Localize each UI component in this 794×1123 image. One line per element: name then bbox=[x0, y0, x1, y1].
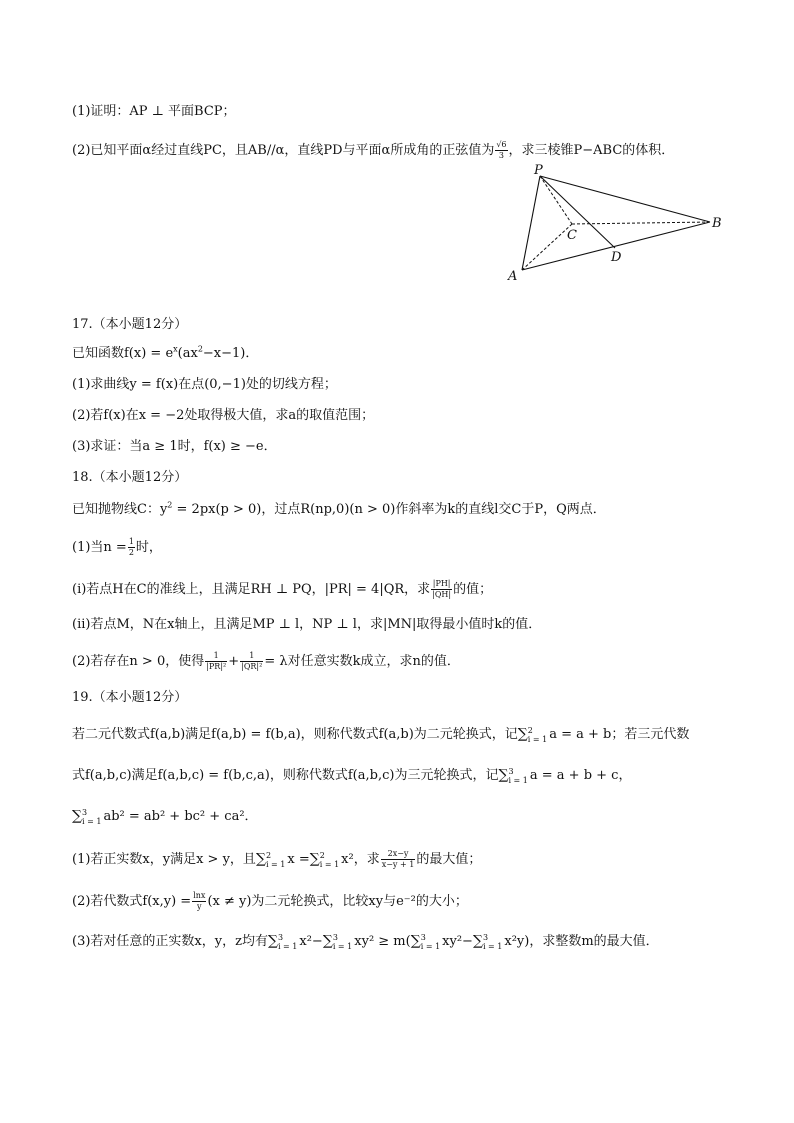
q17-sub2: (2)若f(x)在x = −2处取得极大值，求a的取值范围； bbox=[72, 408, 375, 423]
q19-s1-a: (1)若正实数x，y满足x > y，且 bbox=[72, 852, 256, 867]
q18-stem bbox=[72, 501, 606, 519]
sum-limits bbox=[320, 851, 339, 869]
sum-limits bbox=[528, 726, 547, 744]
sum-limits bbox=[421, 933, 440, 951]
q19-lnx-fraction bbox=[192, 891, 206, 912]
q16-sine-fraction bbox=[495, 140, 507, 161]
edge-CB bbox=[572, 222, 710, 224]
frac-numerator: |PH| bbox=[432, 579, 451, 588]
sum-lower: i = 1 bbox=[277, 941, 298, 951]
label-C: C bbox=[567, 228, 577, 243]
q19-s3-a: (3)若对任意的正实数x，y，z均有 bbox=[72, 934, 268, 949]
frac-denominator: 2 bbox=[128, 548, 134, 557]
frac-denominator: |QH| bbox=[432, 590, 452, 599]
q19-s3-t2: xy² ≥ m( bbox=[354, 934, 411, 949]
q19-l2-b: a = a + b + c， bbox=[529, 768, 632, 783]
sum-limits bbox=[82, 808, 101, 826]
q17-stem-exp: x bbox=[173, 344, 178, 354]
q19-s1-b: x²，求 bbox=[341, 852, 380, 867]
q18-sub1-a: (1)当n = bbox=[72, 540, 127, 555]
q18-sub1-i bbox=[72, 579, 492, 600]
q18-ph-qh-fraction bbox=[431, 579, 452, 600]
q19-s3-t1: x²− bbox=[299, 934, 323, 949]
q16-part2-text-a: (2)已知平面α经过直线PC，且AB//α，直线PD与平面α所成角的正弦值为 bbox=[72, 143, 495, 158]
sum-lower: i = 1 bbox=[482, 941, 503, 951]
q18-sub2-b: = λ对任意实数k成立，求n的值． bbox=[264, 654, 460, 669]
q19-l2-a: 式f(a,b,c)满足f(a,b,c) = f(b,c,a)，则称代数式f(a,b,c)为三元轮换式，记 bbox=[72, 768, 499, 783]
q17-stem-b: (ax bbox=[177, 346, 198, 361]
q17-stem-exp2: 2 bbox=[197, 344, 203, 354]
frac-denominator: y bbox=[197, 902, 202, 911]
q18-stem-exp: 2 bbox=[167, 500, 173, 510]
sum-upper: 3 bbox=[482, 932, 489, 942]
q19-l1-a: 若二元代数式f(a,b)满足f(a,b) = f(b,a)，则称代数式f(a,b)为二元轮换式，记 bbox=[72, 727, 518, 742]
sum-symbol: ∑ bbox=[72, 808, 82, 824]
sum-symbol: ∑ bbox=[322, 933, 333, 949]
q18-i-b: 的值； bbox=[453, 582, 493, 597]
q16-part1: (1)证明：AP ⊥ 平面BCP； bbox=[72, 104, 236, 119]
sum-lower: i = 1 bbox=[527, 734, 548, 744]
q18-sub1-ii: (ii)若点M，N在x轴上，且满足MP ⊥ l，NP ⊥ l，求|MN|取得最小值时k的值． bbox=[72, 617, 542, 632]
frac-numerator: 2x−y bbox=[381, 849, 416, 860]
frac-denominator: |PR|² bbox=[206, 662, 227, 671]
sum-limits bbox=[508, 767, 527, 785]
q18-sub1 bbox=[72, 537, 162, 558]
frac-denominator: 3 bbox=[498, 151, 504, 160]
q19-s2-b: (x ≠ y)为二元轮换式，比较xy与e⁻²的大小； bbox=[207, 894, 468, 909]
q19-l3-b: ab² = ab² + bc² + ca²． bbox=[103, 809, 258, 824]
sum-symbol: ∑ bbox=[498, 767, 509, 783]
frac-denominator: x−y + 1 bbox=[381, 860, 415, 869]
q19-s3-t3: xy²− bbox=[442, 934, 473, 949]
q18-stem-a: 已知抛物线C：y bbox=[72, 502, 168, 517]
sum-limits bbox=[483, 933, 502, 951]
q19-s2-a: (2)若代数式f(x,y) = bbox=[72, 894, 192, 909]
edge-PD bbox=[540, 176, 615, 248]
q17-stem-a: 已知函数f(x) = e bbox=[72, 346, 174, 361]
sum-upper: 3 bbox=[420, 932, 426, 942]
label-B: B bbox=[712, 216, 722, 231]
q18-sub2 bbox=[72, 651, 460, 672]
q18-sub1-b: 时， bbox=[135, 540, 162, 555]
q17-sub3: (3)求证：当a ≥ 1时，f(x) ≥ −e． bbox=[72, 439, 277, 454]
frac-numerator: √6 bbox=[496, 140, 507, 149]
label-P: P bbox=[534, 163, 543, 178]
sum-lower: i = 1 bbox=[508, 775, 528, 785]
sum-upper: 2 bbox=[265, 850, 272, 860]
q16-part2-text-b: ，求三棱锥P−ABC的体积． bbox=[508, 143, 675, 158]
sum-lower: i = 1 bbox=[420, 941, 441, 951]
frac-numerator: 1 bbox=[128, 537, 134, 546]
q18-stem-b: = 2px(p > 0)，过点R(np,0)(n > 0)作斜率为k的直线l交C于P，Q两点． bbox=[172, 502, 606, 517]
sum-lower: i = 1 bbox=[265, 859, 286, 869]
label-A: A bbox=[508, 269, 518, 284]
q19-sub3 bbox=[72, 932, 659, 951]
plus-sign: + bbox=[228, 654, 240, 669]
sum-upper: 3 bbox=[508, 766, 514, 776]
q17-stem-c: −x−1)． bbox=[202, 346, 259, 361]
q19-ratio-fraction bbox=[381, 849, 416, 870]
sum-limits bbox=[278, 933, 297, 951]
label-D: D bbox=[611, 250, 622, 265]
sum-symbol: ∑ bbox=[517, 726, 528, 742]
sum-symbol: ∑ bbox=[309, 851, 320, 867]
q18-i-a: (i)若点H在C的准线上，且满足RH ⊥ PQ，|PR| = 4|QR，求 bbox=[72, 582, 431, 597]
q17-stem bbox=[72, 345, 258, 363]
q18-sub2-a: (2)若存在n > 0，使得 bbox=[72, 654, 205, 669]
q18-pr-fraction bbox=[205, 651, 227, 672]
sum-symbol: ∑ bbox=[472, 933, 483, 949]
sum-upper: 3 bbox=[277, 932, 284, 942]
sum-symbol: ∑ bbox=[267, 933, 278, 949]
sum-upper: 3 bbox=[82, 807, 88, 817]
sum-limits bbox=[266, 851, 285, 869]
sum-lower: i = 1 bbox=[332, 941, 353, 951]
sum-upper: 2 bbox=[319, 850, 325, 860]
q19-sub1 bbox=[72, 849, 481, 870]
sum-upper: 3 bbox=[332, 932, 338, 942]
q16-part2 bbox=[72, 140, 674, 161]
sum-symbol: ∑ bbox=[255, 851, 266, 867]
q19-line2 bbox=[72, 766, 631, 785]
q19-s3-t4: x²y)，求整数m的最大值． bbox=[504, 934, 659, 949]
frac-denominator: |QR|² bbox=[241, 662, 263, 671]
q18-n-fraction bbox=[128, 537, 135, 558]
frac-numerator: lnx bbox=[193, 891, 206, 900]
frac-numerator: 1 bbox=[205, 651, 227, 662]
q18-qr-fraction bbox=[240, 651, 263, 672]
sum-upper: 2 bbox=[527, 725, 533, 735]
sum-limits bbox=[333, 933, 352, 951]
tetrahedron-figure bbox=[500, 162, 730, 284]
sum-lower: i = 1 bbox=[82, 816, 102, 826]
sum-symbol: ∑ bbox=[410, 933, 421, 949]
q18-header: 18.（本小题12分） bbox=[72, 470, 188, 485]
q19-s1-c: 的最大值； bbox=[416, 852, 482, 867]
sum-lower: i = 1 bbox=[319, 859, 340, 869]
q19-s1-mid: x = bbox=[287, 852, 310, 867]
q17-header: 17.（本小题12分） bbox=[72, 317, 188, 332]
q19-sub2 bbox=[72, 891, 468, 912]
q19-line1 bbox=[72, 725, 689, 744]
q19-header: 19.（本小题12分） bbox=[72, 690, 188, 705]
q17-sub1: (1)求曲线y = f(x)在点(0,−1)处的切线方程； bbox=[72, 377, 337, 392]
frac-numerator: 1 bbox=[240, 651, 263, 662]
q19-l1-b: a = a + b；若三元代数 bbox=[549, 727, 690, 742]
q19-line3 bbox=[72, 807, 258, 826]
